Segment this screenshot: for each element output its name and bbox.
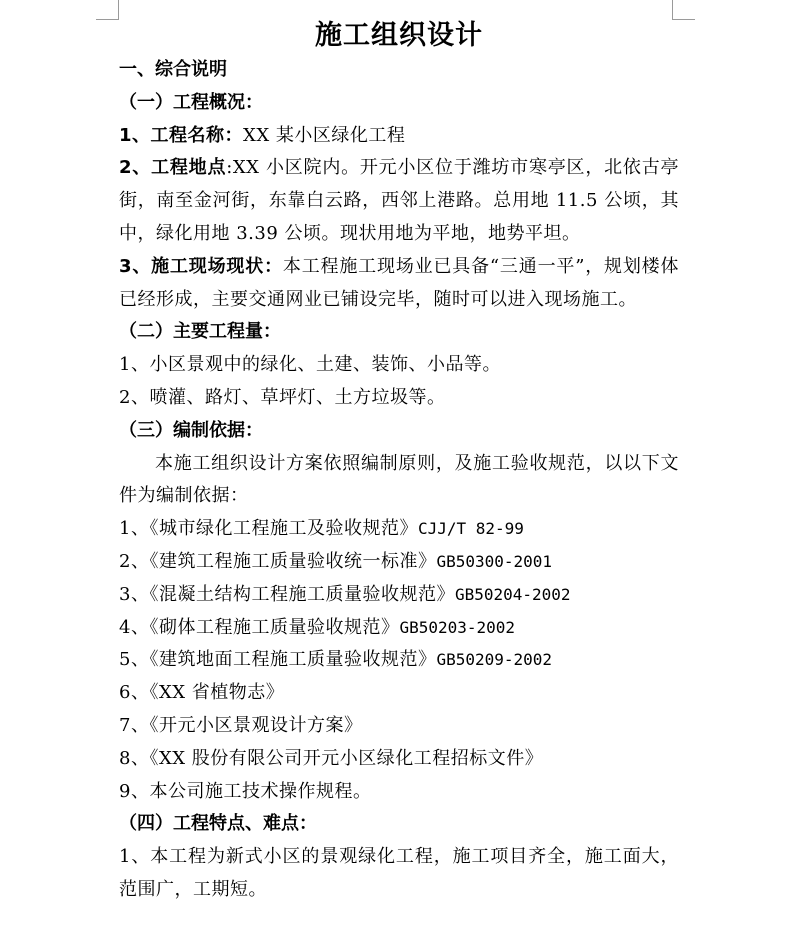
- reference-item: [119, 579, 679, 612]
- reference-num: 8、: [119, 747, 150, 769]
- reference-item: [119, 677, 679, 710]
- overview-item-2-text: :XX 小区院内。开元小区位于潍坊市寒亭区，北依古亭街，南至金河街，东靠白云路，西邻上港路。总用地 11.5 公顷，其中，绿化用地 3.39 公顷。现状用地为平地，地势平坦。: [119, 157, 679, 244]
- reference-code: CJJ/T 82-99: [417, 519, 524, 539]
- reference-code: GB50300-2001: [436, 551, 553, 571]
- reference-num: 3、: [119, 583, 150, 605]
- reference-name: 《城市绿化工程施工及验收规范》: [149, 518, 418, 540]
- quantity-item: 2、喷灌、路灯、草坪灯、土方垃圾等。: [119, 386, 446, 408]
- overview-item-1-label: 1、工程名称：: [119, 124, 244, 146]
- overview-item-3-label: 3、施工现场现状：: [119, 255, 283, 277]
- reference-item: [119, 612, 679, 645]
- reference-num: 6、: [119, 682, 150, 704]
- reference-num: 1、: [119, 518, 150, 540]
- reference-num: 4、: [119, 616, 150, 638]
- features-item-1: 1、本工程为新式小区的景观绿化工程，施工项目齐全，施工面大，范围广，工期短。: [119, 846, 679, 900]
- reference-num: 7、: [119, 714, 150, 736]
- reference-item-9: 9、本公司施工技术操作规程。: [119, 780, 372, 802]
- reference-num: 5、: [119, 649, 150, 671]
- reference-item: [119, 513, 679, 546]
- basis-intro: 本施工组织设计方案依照编制原则，及施工验收规范，以以下文件为编制依据：: [119, 452, 679, 507]
- reference-name: 《建筑工程施工质量验收统一标准》: [149, 550, 437, 572]
- document-body: [119, 18, 679, 907]
- reference-num: 2、: [119, 550, 150, 572]
- subsection-heading-basis: （三）编制依据：: [119, 419, 263, 441]
- reference-name: 《混凝土结构工程施工质量验收规范》: [149, 583, 455, 605]
- overview-item-1: [119, 120, 679, 153]
- overview-item-3-text: 本工程施工现场业已具备“三通一平”，规划楼体已经形成，主要交通网业已铺设完毕，随时可以进入现场施工。: [119, 255, 680, 310]
- reference-name: 《建筑地面工程施工质量验收规范》: [149, 649, 437, 671]
- reference-name: 《砌体工程施工质量验收规范》: [149, 616, 400, 638]
- reference-item: [119, 546, 679, 579]
- subsection-heading-features: （四）工程特点、难点：: [119, 813, 317, 835]
- reference-code: GB50204-2002: [454, 584, 571, 604]
- overview-item-2-label: 2、工程地点: [119, 157, 227, 179]
- reference-item: [119, 644, 679, 677]
- quantity-item: 1、小区景观中的绿化、土建、装饰、小品等。: [119, 354, 501, 376]
- overview-item-3: [119, 251, 679, 317]
- document-title: 施工组织设计: [315, 20, 483, 51]
- reference-item: [119, 743, 679, 776]
- reference-name: 《XX 省植物志》: [149, 682, 285, 704]
- subsection-heading-overview: （一）工程概况：: [119, 91, 263, 113]
- reference-code: GB50203-2002: [399, 617, 516, 637]
- crop-mark-top-right: [672, 0, 695, 20]
- crop-mark-top-left: [96, 0, 119, 20]
- reference-name: 《开元小区景观设计方案》: [149, 714, 363, 736]
- reference-item: [119, 710, 679, 743]
- reference-name: 《XX 股份有限公司开元小区绿化工程招标文件》: [149, 747, 544, 769]
- overview-item-2: [119, 152, 679, 250]
- section-heading-1: 一、综合说明: [119, 59, 227, 80]
- subsection-heading-quantities: （二）主要工程量：: [119, 321, 281, 343]
- overview-item-1-text: XX 某小区绿化工程: [243, 124, 406, 146]
- reference-code: GB50209-2002: [436, 650, 553, 670]
